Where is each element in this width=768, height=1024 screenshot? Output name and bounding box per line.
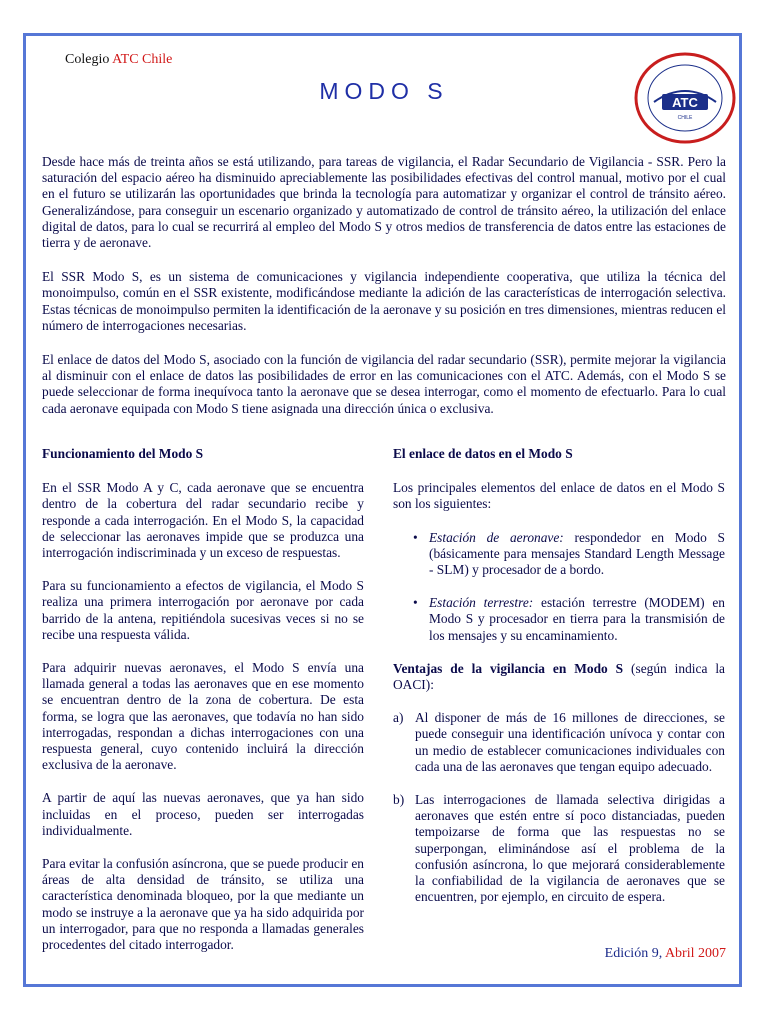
edition-date: Abril 2007 (664, 946, 726, 961)
advantages-list (393, 710, 725, 905)
list-item (393, 530, 725, 579)
left-paragraph: Para su funcionamiento a efectos de vigilancia, el Modo S realiza una primera interrogación por aeronave por cada barrido de la antena, repitiéndola sucesivas veces si no se recibe una respuesta válida. (42, 578, 364, 642)
left-paragraph: Para evitar la confusión asíncrona, que se puede producir en áreas de alta densidad de tránsito, se utiliza una característica denominada bloqueo, por la que mediante un modo se instruye a la aeronave que ya ha sido adquirida por un interrogador, para que no responda a llamadas generales procedentes del citado interrogador. (42, 856, 364, 953)
atc-chile-logo (634, 52, 736, 144)
intro-section (42, 154, 726, 435)
edition-number: Edición 9, (604, 946, 663, 961)
college-name (65, 52, 172, 68)
bullet-term: Estación terrestre: (429, 595, 534, 611)
bullet-text: respondedor en Modo S (básicamente para mensajes Standard Length Message - SLM) y procesador de a bordo. (429, 529, 725, 578)
left-paragraph: Para adquirir nuevas aeronaves, el Modo S envía una llamada general a todas las aeronaves que en ese momento se encuentran dentro de la zona de cobertura. De esta forma, se logra que las aeronaves, que todavía no han sido interrogadas, respondan a dichas interrogaciones con una respuesta general, cuyo contenido incluirá la dirección exclusiva de la aeronave. (42, 660, 364, 773)
advantages-heading-rest: (según indica la OACI): (393, 660, 725, 693)
list-item (393, 792, 725, 905)
list-item (393, 710, 725, 775)
bullet-text: estación terrestre (MODEM) en Modo S y procesador en tierra para la transmisión de los mensajes y su encaminamiento. (429, 595, 725, 643)
item-marker: b) (393, 792, 405, 808)
intro-paragraph: Desde hace más de treinta años se está utilizando, para tareas de vigilancia, el Radar Secundario de Vigilancia - SSR. Pero la saturación del espacio aéreo ha disminuido apreciablemente las posibilidades efectivas del control manual, motivo por el cual en el futuro se utilizarán las oportunidades que brinda la tecnología para automatizar y organizar el control de tránsito aéreo. Generalizándose, para conseguir un escenario organizado y automatizado de control de tránsito aéreo, la utilización del enlace digital de datos, para lo cual se recurrirá al empleo del Modo S y otros medios de transferencia de datos entre las estaciones de tierra y de aeronave. (42, 154, 726, 251)
elements-list (393, 530, 725, 644)
edition-footer (605, 946, 726, 962)
advantages-heading-bold: Ventajas de la vigilancia en Modo S (393, 660, 624, 676)
bullet-term: Estación de aeronave: (429, 529, 564, 545)
left-column (42, 446, 364, 970)
logo-subtext: CHILE (677, 115, 693, 121)
item-text: Las interrogaciones de llamada selectiva dirigidas a aeronaves que estén entre sí poco distanciadas, pueden tempoizarse de forma que las respuestas no se superpongan, eliminándose así el problema de la confusión asíncrona, lo que mejorará considerablemente la confiabilidad de la vigilancia de aeronaves que se encuentren, por ejemplo, en circuito de espera. (415, 792, 725, 905)
left-paragraph: En el SSR Modo A y C, cada aeronave que se encuentra dentro de la cobertura del radar secundario recibe y responde a cada interrogación. En el Modo S, la capacidad de seleccionar las aeronaves impide que se produzca una interrogación indiscriminada y un exceso de respuestas. (42, 480, 364, 561)
advantages-heading (393, 661, 725, 693)
left-paragraph: A partir de aquí las nuevas aeronaves, que ya han sido incluidas en el proceso, pueden ser interrogadas individualmente. (42, 790, 364, 838)
page-title: MODO S (319, 78, 449, 104)
bullet-icon: • (413, 529, 418, 545)
right-column-heading: El enlace de datos en el Modo S (393, 446, 573, 461)
bullet-icon: • (413, 595, 418, 611)
logo-text: ATC (672, 95, 698, 110)
item-text: Al disponer de más de 16 millones de direcciones, se puede conseguir una identificación unívoca y contar con un medio de establecer comunicaciones individuales con cada una de las aeronaves que tengan equipo adecuado. (415, 710, 725, 774)
intro-paragraph: El SSR Modo S, es un sistema de comunicaciones y vigilancia independiente cooperativa, que utiliza la técnica del monoimpulso, común en el SSR existente, modificándose mediante la adición de las características de interrogación selectiva. Estas técnicas de monoimpulso permiten la identificación de la aeronave y su posición en tres dimensiones, mientras reducen el número de interrogaciones necesarias. (42, 269, 726, 333)
college-atc: ATC Chile (112, 52, 173, 67)
list-item (393, 595, 725, 644)
college-prefix: Colegio (65, 52, 110, 67)
right-intro: Los principales elementos del enlace de datos en el Modo S son los siguientes: (393, 480, 725, 512)
intro-paragraph: El enlace de datos del Modo S, asociado con la función de vigilancia del radar secundario (SSR), permite mejorar la vigilancia al disminuir con el enlace de datos las posibilidades de error en las comunicaciones con el ATC. Además, con el Modo S se puede seleccionar de forma inequívoca tanto la aeronave que se desea interrogar, como el momento de efectuarlo. Para lo cual cada aeronave equipada con Modo S tiene asignada una dirección única o exclusiva. (42, 352, 726, 416)
left-column-heading: Funcionamiento del Modo S (42, 446, 204, 461)
item-marker: a) (393, 710, 404, 726)
right-column (393, 446, 725, 922)
